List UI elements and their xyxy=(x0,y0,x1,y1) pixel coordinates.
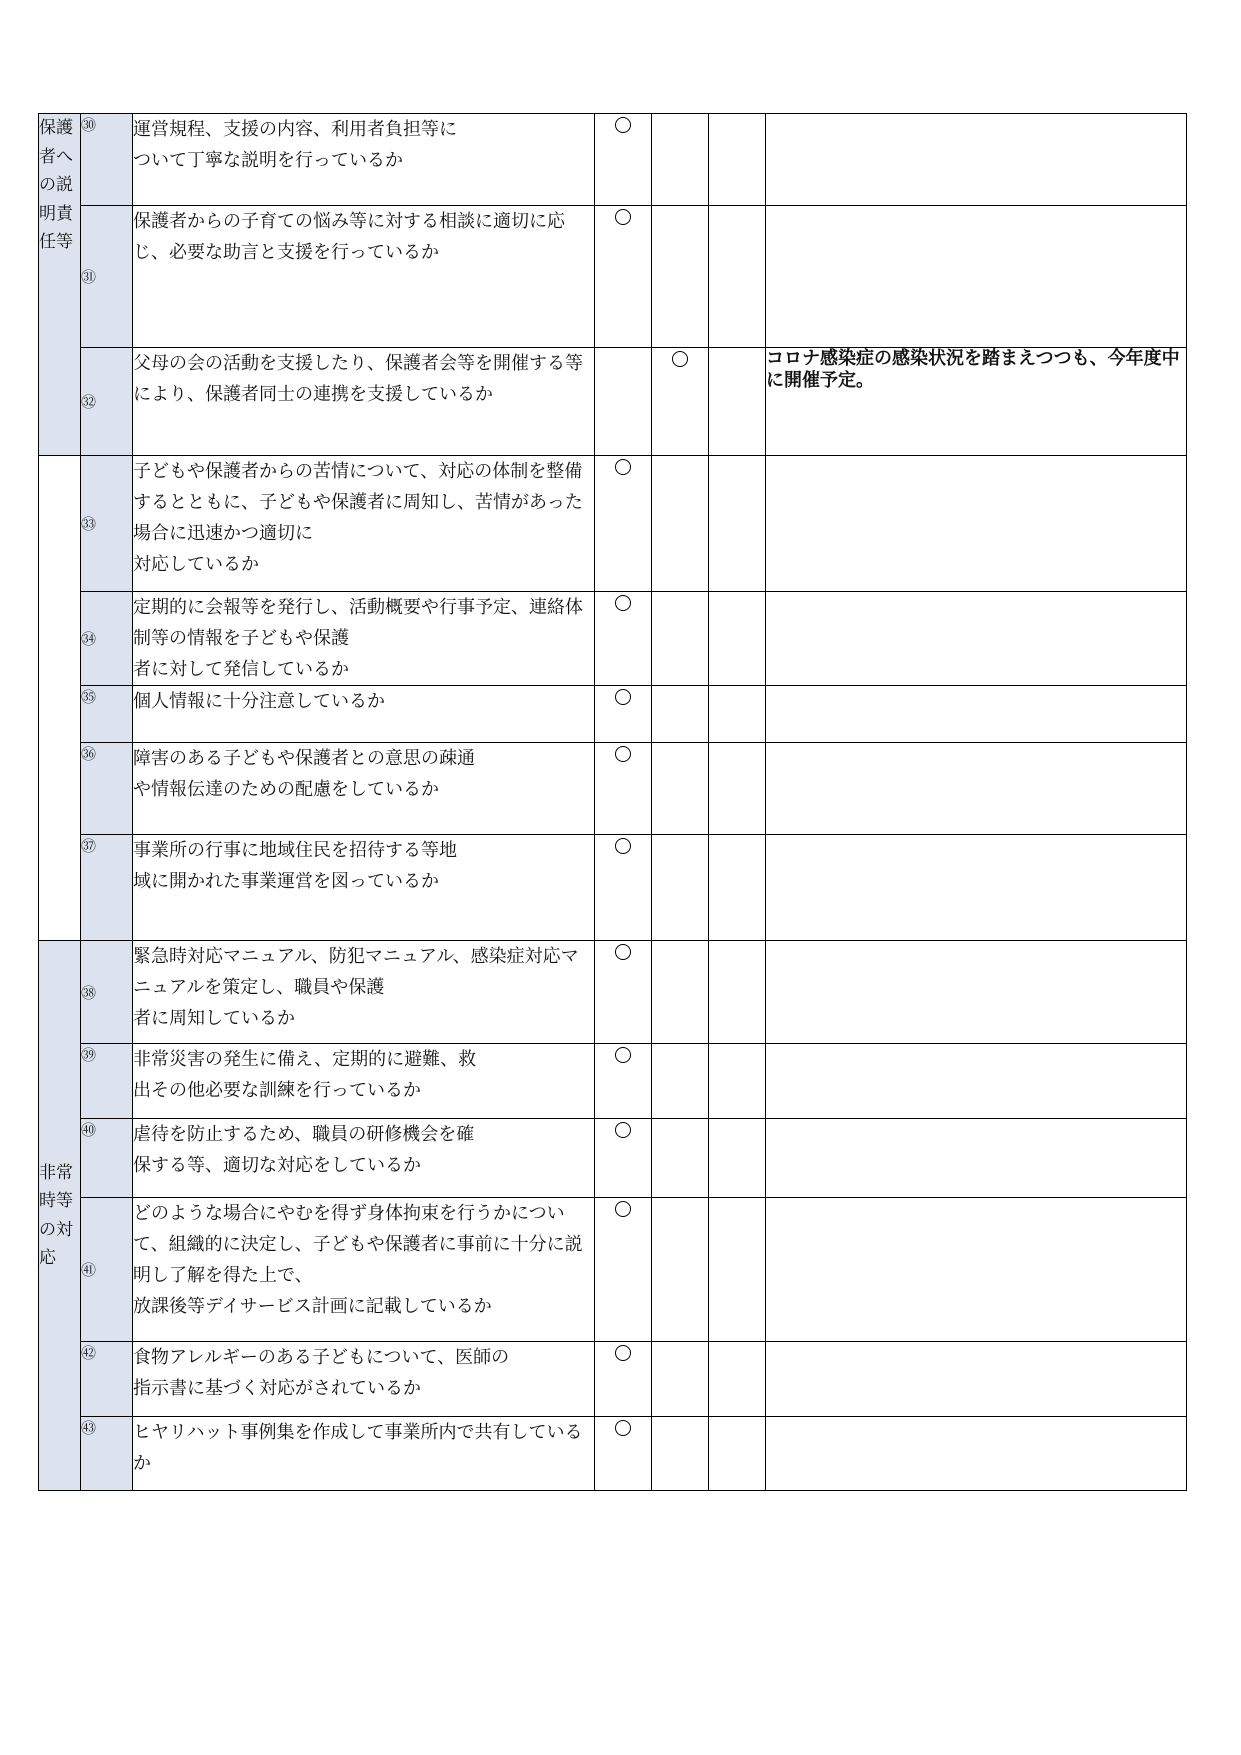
item-text: 虐待を防止するため、職員の研修機会を確 保する等、適切な対応をしているか xyxy=(133,1119,595,1198)
item-number: ㉝ xyxy=(81,456,133,592)
item-number: ㊱ xyxy=(81,743,133,835)
answer-unknown-cell[interactable] xyxy=(709,592,766,686)
circle-mark-icon xyxy=(615,944,631,960)
item-number: ㊴ xyxy=(81,1044,133,1119)
evaluation-sheet xyxy=(38,113,1186,1491)
item-number: ㉚ xyxy=(81,114,133,206)
circle-mark-icon xyxy=(615,1420,631,1436)
circle-mark-icon xyxy=(615,459,631,475)
category-blank xyxy=(39,456,81,941)
answer-unknown-cell[interactable] xyxy=(709,206,766,348)
answer-unknown-cell[interactable] xyxy=(709,941,766,1044)
category-emergency-response: 非常時等の対応 xyxy=(39,941,81,1491)
table-row xyxy=(39,1417,1187,1491)
remark-cell[interactable] xyxy=(766,456,1187,592)
remark-cell[interactable] xyxy=(766,1198,1187,1342)
answer-no-cell[interactable] xyxy=(652,348,709,456)
item-text: 保護者からの子育ての悩み等に対する相談に適切に応じ、必要な助言と支援を行っているか xyxy=(133,206,595,348)
answer-unknown-cell[interactable] xyxy=(709,1198,766,1342)
item-number: ㉛ xyxy=(81,206,133,348)
item-number: ㉜ xyxy=(81,348,133,456)
answer-yes-cell[interactable] xyxy=(595,1044,652,1119)
answer-no-cell[interactable] xyxy=(652,686,709,743)
remark-cell[interactable] xyxy=(766,1342,1187,1417)
table-row xyxy=(39,592,1187,686)
answer-unknown-cell[interactable] xyxy=(709,114,766,206)
circle-mark-icon xyxy=(615,838,631,854)
item-number: ㊳ xyxy=(81,941,133,1044)
item-number: ㊲ xyxy=(81,835,133,941)
table-row xyxy=(39,1198,1187,1342)
table-row xyxy=(39,941,1187,1044)
answer-yes-cell[interactable] xyxy=(595,1119,652,1198)
answer-no-cell[interactable] xyxy=(652,592,709,686)
answer-yes-cell[interactable] xyxy=(595,835,652,941)
circle-mark-icon xyxy=(615,746,631,762)
table-row xyxy=(39,348,1187,456)
item-text: 定期的に会報等を発行し、活動概要や行事予定、連絡体制等の情報を子どもや保護 者に対して発信しているか xyxy=(133,592,595,686)
item-text: 障害のある子どもや保護者との意思の疎通 や情報伝達のための配慮をしているか xyxy=(133,743,595,835)
item-number: ㊶ xyxy=(81,1198,133,1342)
evaluation-table xyxy=(38,113,1187,1491)
remark-cell[interactable] xyxy=(766,114,1187,206)
remark-cell[interactable] xyxy=(766,941,1187,1044)
answer-yes-cell[interactable] xyxy=(595,1342,652,1417)
answer-no-cell[interactable] xyxy=(652,835,709,941)
item-text: 事業所の行事に地域住民を招待する等地 域に開かれた事業運営を図っているか xyxy=(133,835,595,941)
circle-mark-icon xyxy=(615,117,631,133)
circle-mark-icon xyxy=(615,1201,631,1217)
table-row xyxy=(39,1342,1187,1417)
circle-mark-icon xyxy=(615,1345,631,1361)
answer-no-cell[interactable] xyxy=(652,743,709,835)
answer-no-cell[interactable] xyxy=(652,1044,709,1119)
answer-yes-cell[interactable] xyxy=(595,206,652,348)
category-guardian-explanation: 保護者への説明責任等 xyxy=(39,114,81,456)
circle-mark-icon xyxy=(615,1047,631,1063)
answer-yes-cell[interactable] xyxy=(595,456,652,592)
item-text: 緊急時対応マニュアル、防犯マニュアル、感染症対応マニュアルを策定し、職員や保護 者に周知しているか xyxy=(133,941,595,1044)
remark-cell[interactable]: コロナ感染症の感染状況を踏まえつつも、今年度中に開催予定。 xyxy=(766,348,1187,456)
answer-unknown-cell[interactable] xyxy=(709,1044,766,1119)
answer-no-cell[interactable] xyxy=(652,1119,709,1198)
circle-mark-icon xyxy=(615,595,631,611)
table-row xyxy=(39,114,1187,206)
answer-unknown-cell[interactable] xyxy=(709,835,766,941)
table-row xyxy=(39,1044,1187,1119)
item-number: ㊷ xyxy=(81,1342,133,1417)
answer-no-cell[interactable] xyxy=(652,114,709,206)
item-text: 非常災害の発生に備え、定期的に避難、救 出その他必要な訓練を行っているか xyxy=(133,1044,595,1119)
item-number: ㊵ xyxy=(81,1119,133,1198)
answer-yes-cell[interactable] xyxy=(595,1417,652,1491)
answer-unknown-cell[interactable] xyxy=(709,1417,766,1491)
answer-unknown-cell[interactable] xyxy=(709,348,766,456)
remark-cell[interactable] xyxy=(766,1417,1187,1491)
answer-yes-cell[interactable] xyxy=(595,1198,652,1342)
table-row xyxy=(39,206,1187,348)
answer-yes-cell[interactable] xyxy=(595,114,652,206)
answer-unknown-cell[interactable] xyxy=(709,686,766,743)
answer-no-cell[interactable] xyxy=(652,941,709,1044)
item-text: 個人情報に十分注意しているか xyxy=(133,686,595,743)
remark-cell[interactable] xyxy=(766,206,1187,348)
circle-mark-icon xyxy=(615,209,631,225)
answer-yes-cell[interactable] xyxy=(595,348,652,456)
circle-mark-icon xyxy=(672,351,688,367)
answer-unknown-cell[interactable] xyxy=(709,1342,766,1417)
answer-no-cell[interactable] xyxy=(652,1342,709,1417)
answer-no-cell[interactable] xyxy=(652,1417,709,1491)
answer-unknown-cell[interactable] xyxy=(709,743,766,835)
answer-yes-cell[interactable] xyxy=(595,743,652,835)
item-number: ㉞ xyxy=(81,592,133,686)
circle-mark-icon xyxy=(615,1122,631,1138)
remark-cell[interactable] xyxy=(766,743,1187,835)
remark-cell[interactable] xyxy=(766,1119,1187,1198)
item-text: どのような場合にやむを得ず身体拘束を行うかについて、組織的に決定し、子どもや保護者に事前に十分に説明し了解を得た上で、 放課後等デイサービス計画に記載しているか xyxy=(133,1198,595,1342)
answer-no-cell[interactable] xyxy=(652,1198,709,1342)
remark-cell[interactable] xyxy=(766,835,1187,941)
table-row xyxy=(39,686,1187,743)
item-number: ㉟ xyxy=(81,686,133,743)
table-row xyxy=(39,835,1187,941)
item-number: ㊸ xyxy=(81,1417,133,1491)
remark-cell[interactable] xyxy=(766,686,1187,743)
table-row xyxy=(39,456,1187,592)
circle-mark-icon xyxy=(615,689,631,705)
item-text: 子どもや保護者からの苦情について、対応の体制を整備するとともに、子どもや保護者に周知し、苦情があった場合に迅速かつ適切に 対応しているか xyxy=(133,456,595,592)
item-text: 父母の会の活動を支援したり、保護者会等を開催する等により、保護者同士の連携を支援しているか xyxy=(133,348,595,456)
answer-yes-cell[interactable] xyxy=(595,592,652,686)
answer-yes-cell[interactable] xyxy=(595,941,652,1044)
answer-no-cell[interactable] xyxy=(652,456,709,592)
answer-yes-cell[interactable] xyxy=(595,686,652,743)
answer-unknown-cell[interactable] xyxy=(709,1119,766,1198)
item-text: ヒヤリハット事例集を作成して事業所内で共有しているか xyxy=(133,1417,595,1491)
remark-cell[interactable] xyxy=(766,1044,1187,1119)
table-row xyxy=(39,1119,1187,1198)
item-text: 運営規程、支援の内容、利用者負担等に ついて丁寧な説明を行っているか xyxy=(133,114,595,206)
item-text: 食物アレルギーのある子どもについて、医師の 指示書に基づく対応がされているか xyxy=(133,1342,595,1417)
answer-unknown-cell[interactable] xyxy=(709,456,766,592)
remark-cell[interactable] xyxy=(766,592,1187,686)
answer-no-cell[interactable] xyxy=(652,206,709,348)
table-row xyxy=(39,743,1187,835)
